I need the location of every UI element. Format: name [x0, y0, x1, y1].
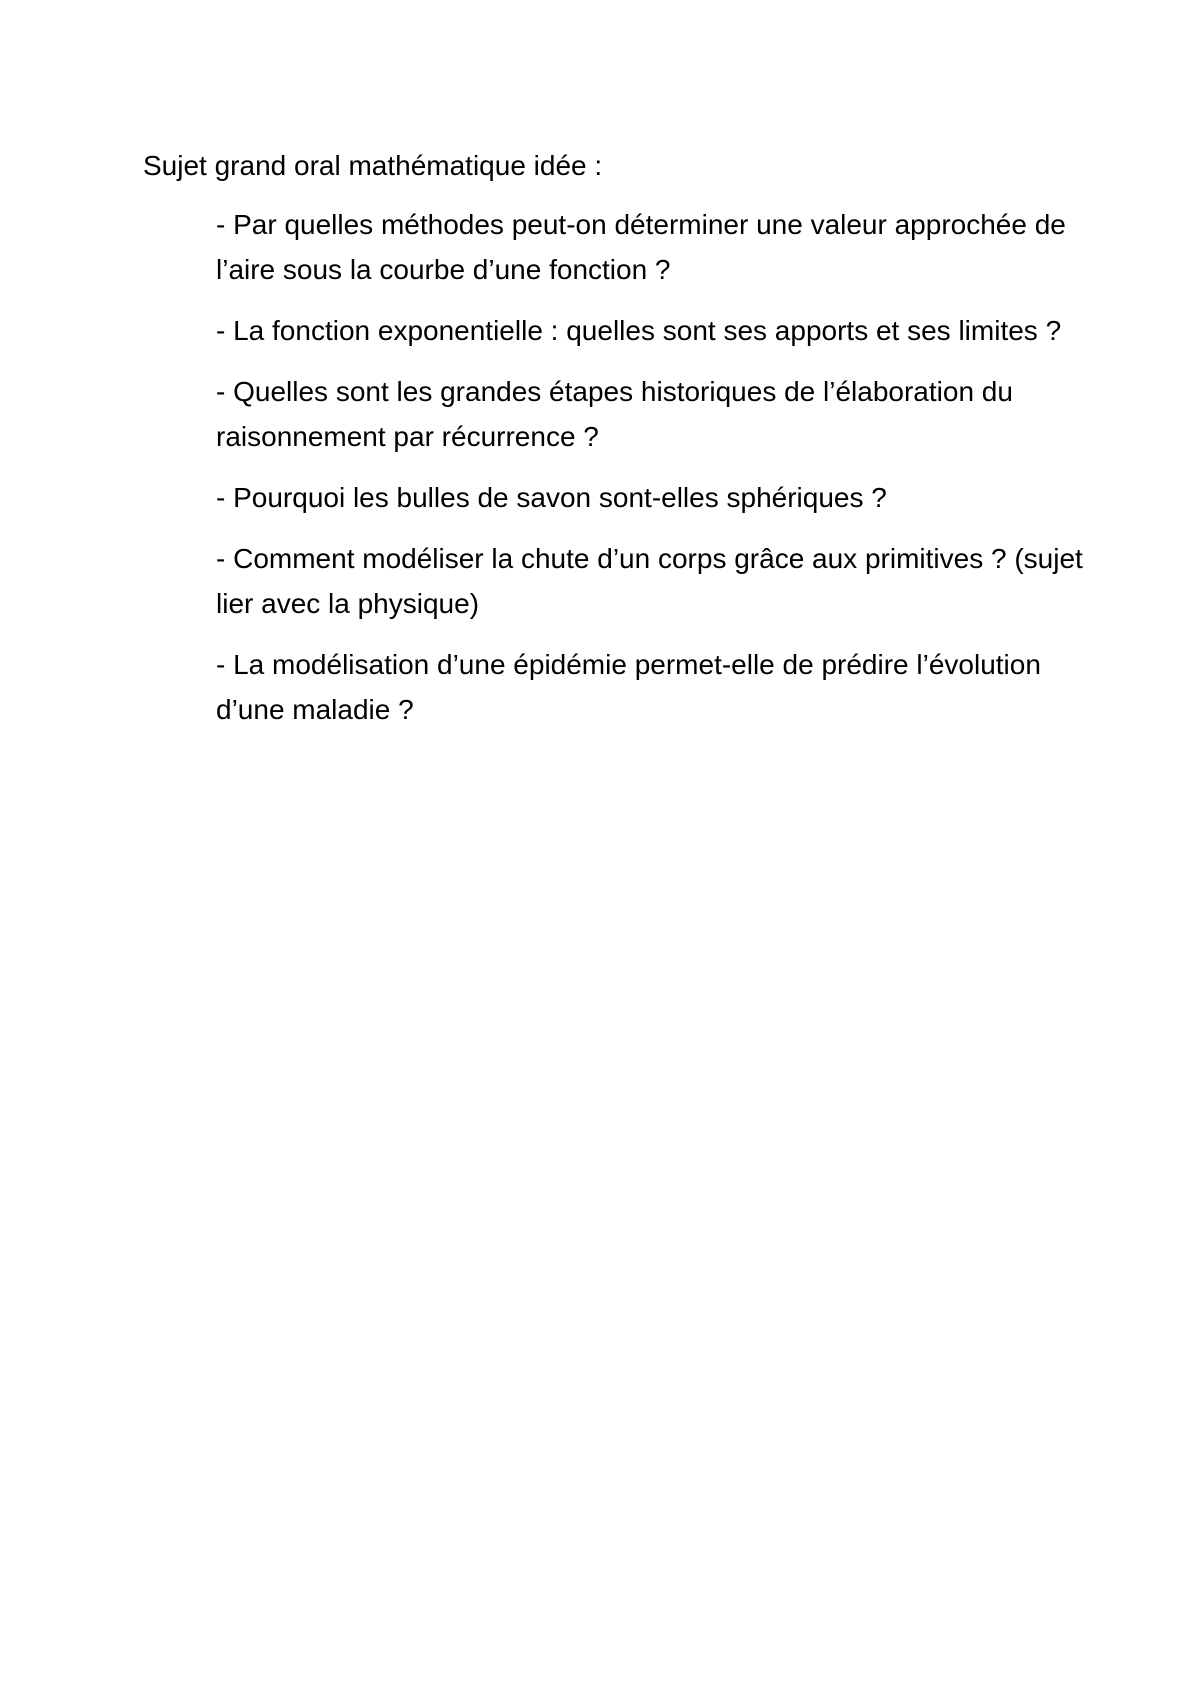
topic-item: - Comment modéliser la chute d’un corps grâce aux primitives ? (sujet lier avec la physique) [216, 543, 1083, 619]
document-title: Sujet grand oral mathématique idée : [143, 150, 603, 181]
topic-item: - La modélisation d’une épidémie permet-elle de prédire l’évolution d’une maladie ? [216, 649, 1041, 725]
topic-list [216, 202, 1096, 748]
topic-item: - Pourquoi les bulles de savon sont-elles sphériques ? [216, 482, 887, 513]
topic-item: - La fonction exponentielle : quelles sont ses apports et ses limites ? [216, 315, 1062, 346]
topic-item: - Par quelles méthodes peut-on déterminer une valeur approchée de l’aire sous la courbe d’une fonction ? [216, 209, 1066, 285]
topic-item: - Quelles sont les grandes étapes historiques de l’élaboration du raisonnement par récurrence ? [216, 376, 1013, 452]
